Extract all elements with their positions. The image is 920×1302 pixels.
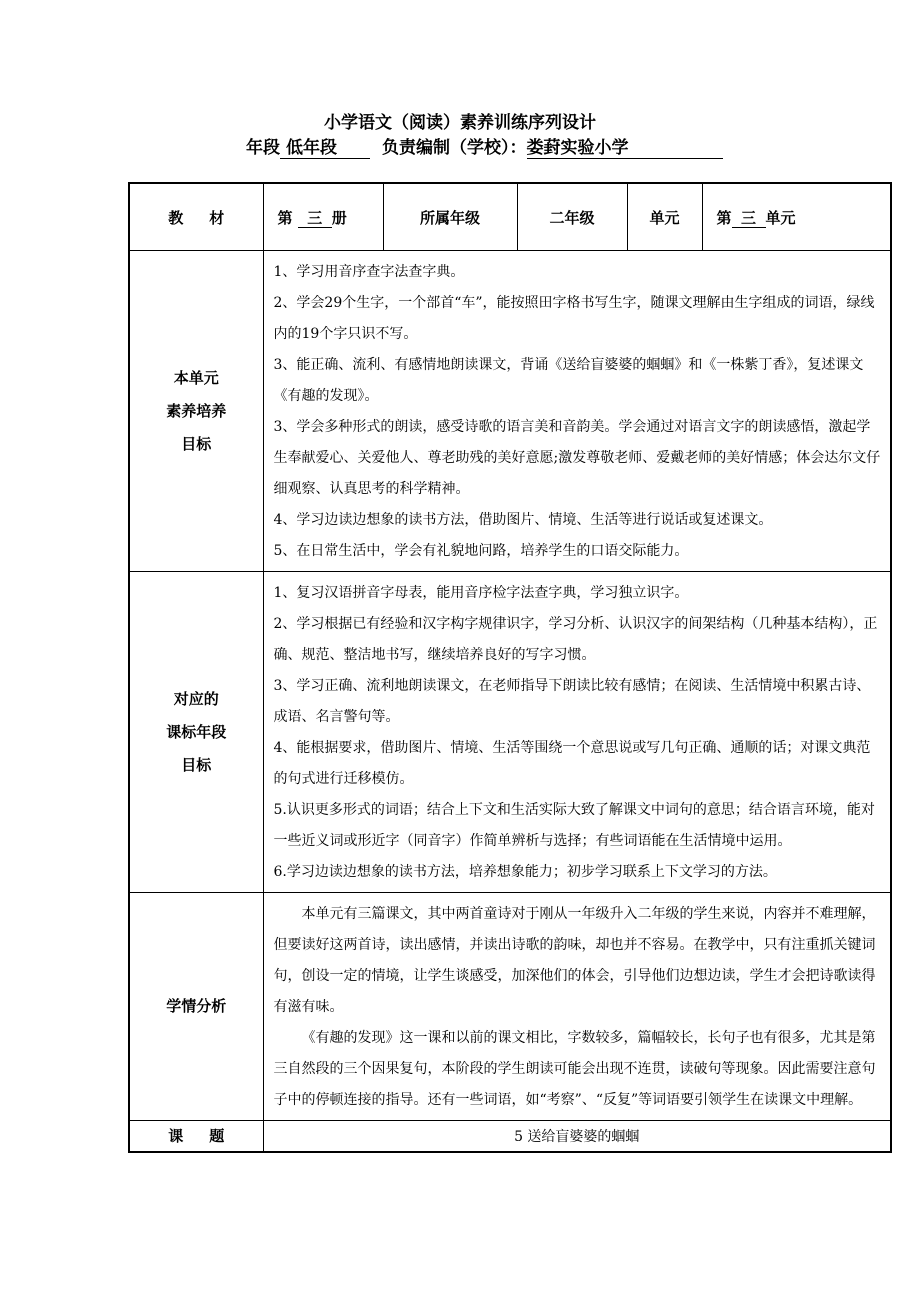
standards-label-cell bbox=[129, 572, 263, 893]
goals-label-line: 本单元 bbox=[173, 368, 219, 387]
standards-label-line: 课标年段 bbox=[166, 722, 227, 741]
unit-label-cell bbox=[627, 183, 702, 251]
school-label: 负责编制（学校）： bbox=[382, 138, 527, 158]
grade-label-cell bbox=[383, 183, 517, 251]
analysis-row bbox=[129, 893, 891, 1121]
topic-row bbox=[129, 1121, 891, 1153]
textbook-label: 教材 bbox=[168, 208, 251, 227]
goals-label-cell bbox=[129, 251, 263, 572]
analysis-paragraph: 《有趣的发现》这一课和以前的课文相比，字数较多，篇幅较长，长句子也有很多，尤其是第三自然段的三个因果复句，本阶段的学生朗读可能会出现不连贯，读破句等现象。因此需要注意句子中的停顿连接的指导。还有一些词语，如“考察”、“反复”等词语要引领学生在读课文中理解。 bbox=[273, 1030, 876, 1108]
goals-label-line: 素养培养 bbox=[166, 401, 227, 420]
standards-content bbox=[263, 572, 891, 893]
goal-item: 1、学习用音序查字法查字典。 bbox=[273, 264, 465, 280]
goal-item: 3、学会多种形式的朗读，感受诗歌的语言美和音韵美。学会通过对语言文字的朗读感悟，激起学生奉献爱心、关爱他人、尊老助残的美好意愿;激发尊敬老师、爱戴老师的美好情感；体会达尔文仔细观察、认真思考的科学精神。 bbox=[273, 419, 881, 497]
standard-item: 4、能根据要求，借助图片、情境、生活等围绕一个意思说或写几句正确、通顺的话；对课文典范的句式进行迁移模仿。 bbox=[273, 740, 871, 787]
unit-suffix: 单元 bbox=[765, 208, 796, 227]
topic-value: 5 送给盲婆婆的蝈蝈 bbox=[514, 1129, 640, 1145]
unit-prefix: 第 bbox=[716, 208, 732, 227]
design-table bbox=[128, 182, 892, 1153]
goals-row bbox=[129, 251, 891, 572]
goal-item: 5、在日常生活中，学会有礼貌地问路，培养学生的口语交际能力。 bbox=[273, 543, 689, 559]
goal-item: 2、学会29个生字，一个部首“车”，能按照田字格书写生字，随课文理解由生字组成的词语，绿线内的19个字只识不写。 bbox=[273, 295, 875, 342]
textbook-label-cell bbox=[129, 183, 263, 251]
volume-prefix: 第 bbox=[277, 208, 293, 227]
grade-label: 所属年级 bbox=[419, 208, 480, 227]
analysis-content bbox=[263, 893, 891, 1121]
analysis-label-cell bbox=[129, 893, 263, 1121]
document-title: 小学语文（阅读）素养训练序列设计 bbox=[324, 113, 596, 133]
topic-label: 课题 bbox=[168, 1127, 251, 1145]
school-value: 娄葑实验小学 bbox=[527, 138, 723, 159]
analysis-label: 学情分析 bbox=[166, 997, 227, 1015]
standards-label-line: 目标 bbox=[181, 755, 212, 774]
standard-item: 5.认识更多形式的词语；结合上下文和生活实际大致了解课文中词句的意思；结合语言环境，能对一些近义词或形近字（同音字）作简单辨析与选择；有些词语能在生活情境中运用。 bbox=[273, 802, 875, 849]
unit-value: 三 bbox=[732, 209, 766, 228]
standard-item: 6.学习边读边想象的读书方法，培养想象能力；初步学习联系上下文学习的方法。 bbox=[273, 864, 777, 880]
volume-suffix: 册 bbox=[331, 208, 347, 227]
volume-value: 三 bbox=[298, 209, 332, 228]
analysis-paragraph: 本单元有三篇课文，其中两首童诗对于刚从一年级升入二年级的学生来说，内容并不难理解，但要读好这两首诗，读出感情，并读出诗歌的韵味，却也并不容易。在教学中，只有注重抓关键词句，创设一定的情境，让学生谈感受，加深他们的体会，引导他们边想边读，学生才会把诗歌读得有滋有味。 bbox=[273, 906, 876, 1015]
standard-item: 1、复习汉语拼音字母表，能用音序检字法查字典，学习独立识字。 bbox=[273, 585, 689, 601]
grade-value-cell bbox=[517, 183, 627, 251]
standards-row bbox=[129, 572, 891, 893]
goal-item: 4、学习边读边想象的读书方法，借助图片、情境、生活等进行说话或复述课文。 bbox=[273, 512, 773, 528]
stage-value: 低年段 bbox=[280, 138, 370, 159]
standard-item: 3、学习正确、流利地朗读课文，在老师指导下朗读比较有感情；在阅读、生活情境中积累古诗、成语、名言警句等。 bbox=[273, 678, 871, 725]
header-row bbox=[129, 183, 891, 251]
grade-value: 二年级 bbox=[549, 208, 595, 227]
topic-value-cell bbox=[263, 1121, 891, 1153]
unit-value-cell bbox=[702, 183, 891, 251]
unit-label: 单元 bbox=[649, 208, 680, 227]
stage-label: 年段 bbox=[246, 138, 280, 158]
goals-content bbox=[263, 251, 891, 572]
standard-item: 2、学习根据已有经验和汉字构字规律识字，学习分析、认识汉字的间架结构（几种基本结构），正确、规范、整洁地书写，继续培养良好的写字习惯。 bbox=[273, 616, 878, 663]
standards-label-line: 对应的 bbox=[173, 689, 219, 708]
volume-cell bbox=[263, 183, 383, 251]
goal-item: 3、能正确、流利、有感情地朗读课文，背诵《送给盲婆婆的蝈蝈》和《一株紫丁香》，复述课文《有趣的发现》。 bbox=[273, 357, 864, 404]
subtitle-line bbox=[246, 136, 723, 160]
goals-label-line: 目标 bbox=[181, 434, 212, 453]
topic-label-cell bbox=[129, 1121, 263, 1153]
